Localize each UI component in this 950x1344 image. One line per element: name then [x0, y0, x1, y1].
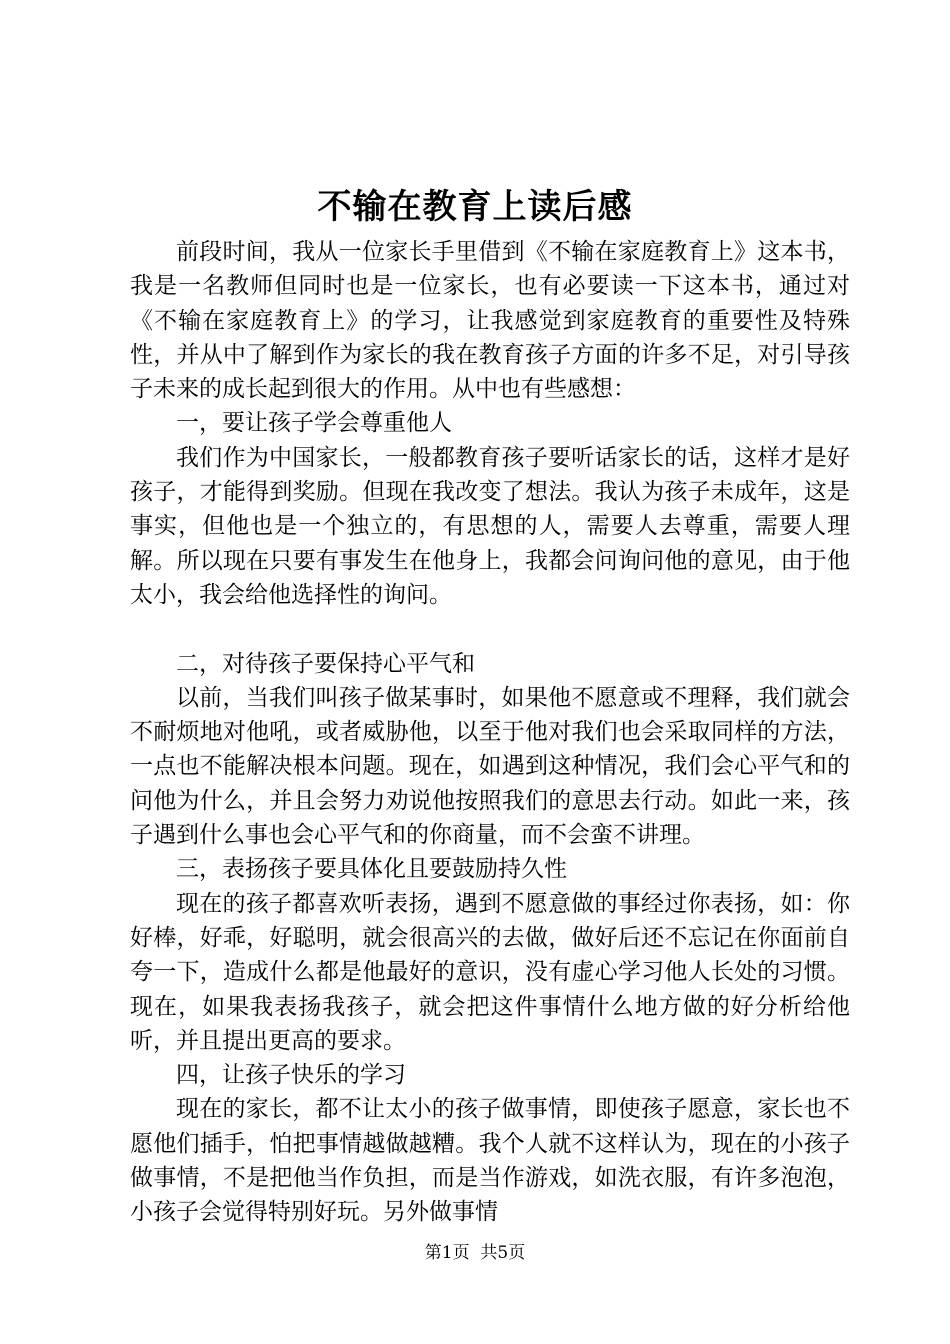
paragraph-section-3: 现在的孩子都喜欢听表扬，遇到不愿意做的事经过你表扬，如：你好棒，好乖，好聪明，就会很高兴的去做，做好后还不忘记在你面前自夸一下，造成什么都是他最好的意识，没有虚心学习他人长处的习惯。现在，如果我表扬我孩子，就会把这件事情什么地方做的好分析给他听，并且提出更高的要求。 [130, 890, 850, 1054]
paragraph-intro: 前段时间，我从一位家长手里借到《不输在家庭教育上》这本书，我是一名教师但同时也是一位家长，也有必要读一下这本书，通过对《不输在家庭教育上》的学习，让我感觉到家庭教育的重要性及特殊性，并从中了解到作为家长的我在教育孩子方面的许多不足，对引导孩子未来的成长起到很大的作用。从中也有些感想： [130, 239, 850, 403]
blank-line [130, 612, 850, 646]
section-heading-4: 四，让孩子快乐的学习 [176, 1062, 406, 1089]
document-body [130, 235, 850, 1230]
document-title: 不输在教育上读后感 [317, 187, 633, 227]
page-number-footer: 第1页 共5页 [424, 1243, 526, 1263]
paragraph-section-1: 我们作为中国家长，一般都教育孩子要听话家长的话，这样才是好孩子，才能得到奖励。但现在我改变了想法。我认为孩子未成年，这是事实，但他也是一个独立的，有思想的人，需要人去尊重，需要人理解。所以现在只要有事发生在他身上，我都会问询问他的意见，由于他太小，我会给他选择性的询问。 [130, 444, 850, 608]
paragraph-section-4: 现在的家长，都不让太小的孩子做事情，即使孩子愿意，家长也不愿他们插手，怕把事情越做越糟。我个人就不这样认为，现在的小孩子做事情，不是把他当作负担，而是当作游戏，如洗衣服，有许多泡泡，小孩子会觉得特别好玩。另外做事情 [130, 1096, 850, 1226]
section-heading-2: 二，对待孩子要保持心平气和 [176, 650, 475, 677]
paragraph-section-2: 以前，当我们叫孩子做某事时，如果他不愿意或不理释，我们就会不耐烦地对他吼，或者威胁他，以至于他对我们也会采取同样的方法，一点也不能解决根本问题。现在，如遇到这种情况，我们会心平气和的问他为什么，并且会努力劝说他按照我们的意思去行动。如此一来，孩子遇到什么事也会心平气和的你商量，而不会蛮不讲理。 [130, 684, 850, 849]
section-heading-1: 一，要让孩子学会尊重他人 [176, 410, 452, 437]
section-heading-3: 三，表扬孩子要具体化且要鼓励持久性 [176, 856, 567, 883]
